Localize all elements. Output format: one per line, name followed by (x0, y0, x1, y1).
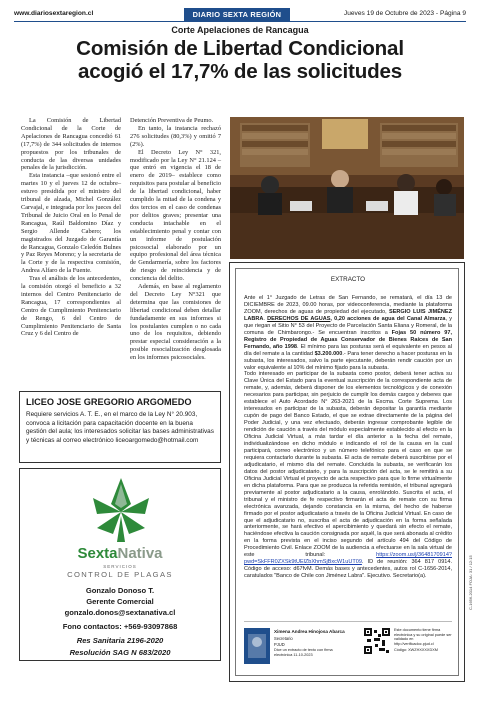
site-url[interactable]: www.diariosextaregion.cl (14, 10, 94, 17)
side-margin-code: C-1656-2014 FOJA: 31 / 12:15 (468, 555, 473, 610)
paragraph: Además, en base al reglamento del Decreto Ley N°321 que determina que las comisiones de libertad condicional deben detallar fundadamente en sus informes si los postulantes cumplen o no cada uno de los requisitos, debiendo prestar especial consideración a la posible resocialización desglosada en los informes psicosociales. (130, 283, 221, 362)
article-column-2 (130, 117, 221, 362)
headline-line-1: Comisión de Libertad Condicional (76, 37, 404, 60)
sextanativa-logo-icon (67, 474, 175, 544)
extracto-text-bold: SERGIO LUIS JIMÉNEZ LABRA (244, 308, 452, 322)
paragraph: Detención Preventiva de Peumo. (130, 117, 214, 124)
extracto-text: . El mínimo para las posturas será el equivalente en pesos al día del remate a la cantidad (244, 343, 452, 357)
ad-liceo-title: LICEO JOSE GREGORIO ARGOMEDO (26, 397, 192, 407)
extracto-text: .- Para tener derecho a hacer posturas en la subasta, los interesados, salvo la parte ejecutante, deberán rendir caución por un valor equivalente al 10% del mínimo fijado para la subasta. (244, 350, 452, 371)
photo-courtroom-image (230, 117, 464, 259)
article-column-1 (21, 117, 121, 338)
pjud-seal-icon (244, 628, 270, 664)
verification-note: Este documento tiene firma electrónica y su original puede ser validado en http://verificadoc.pjud.cl (394, 628, 452, 646)
signature-block (244, 621, 452, 673)
section-band: DIARIO SEXTA REGIÓN (184, 8, 290, 21)
brand-tag-small: SERVICIOS (103, 564, 137, 569)
paragraph: Esta instancia –que sesionó entre el martes 10 y el jueves 12 de octubre– estuvo presidida por el ministro del tribunal de alzada, Michel González Carvajal, e integrada por los jueces del Tribunal de Juicio Oral en lo Penal de Rancagua, Raúl Baldomino Díaz y Sergio Allende Cabero; los magistrados del Juzgado de Garantía de Rancagua, Gonzalo Celedón Bulnes y Paz Reyes Moreno; y la secretaria de la Corte y de la respectiva comisión, Andrea Alfaro de la Fuente. (21, 172, 121, 275)
extracto-text: . (263, 315, 268, 322)
ad-liceo-body: Requiere servicios A. T. E., en el marco de la Ley N° 20.903, convoca a licitación para capacitación docente en la buena gestión del aula; los interesados solicitar las bases administrativas y técnicas al correo electrónico liceoargomedo@hotmail.com (26, 411, 214, 444)
brand-tag: CONTROL DE PLAGAS (67, 570, 173, 579)
extracto-text: Todo interesado en participar de la subasta como postor, deberá tener activa su Clave Única del Estado para la eventual suscripción de la correspondiente acta de remate, y, además, deberá disponer de los elementos tecnológicos y de conexión necesarios para participar, sin perjuicio de cumplir los demás cargos y deberes que establece el Auto Acordado N° 263-2021 de la Excma. Corte Suprema. Los interesados en participar de la subasta, deberán depositar la garantía mediante cupón de pago del Banco Estado, el que se extrae directamente de la página del Poder Judicial, y una vez efectuado, deberán ingresar comprobante legible de rendición de caución a través del módulo especialmente establecido al efecto en la Oficina Judicial Virtual, a más tardar el día anterior a la fecha del remate, individualizándose en dicho módulo e indicando el rol de la causa en la cual participará, correo electrónico y un número telefónico para el caso en que se requiera contactarlo durante la subasta. El acta de remate deberá suscribirse por el adjudicatario, el mismo día del remate. Concluida la subasta, se verificarán los datos del postor adjudicatario, y para la suscripción del acta, se le remitirá a su Oficina Judicial Virtual el proyecto de acta respectivo para que lo firme virtualmente en dicha plataforma. Para que se produzca la referida remisión, el tribunal agregará previamente al postor adjudicatario a la causa, enrolándolo. Suscrita el acta, el tribunal y el ministro de fe respectivo firmarán el acta de remate con su firma electrónica avanzada, dejando constancia en la misma, del hecho de haberse firmado por el postor adjudicatario a través de la Oficina Judicial Virtual. En caso de que el adjudicatario no, suscriba el acta de adjudicación en la forma señalada anteriormente, se hará efectivo el apercibimiento y quedará sin efecto el remate, haciéndose efectiva la caución consignada por aquél, la que será abonada al crédito en la forma prevista en el inciso segundo del artículo 494 del Código de Procedimiento Civil. Enlace ZOOM de la audiencia a efectuarse en la sala virtual de este tribunal: (244, 371, 452, 559)
signer-org: PJUD (274, 642, 285, 647)
extracto-text-bold: $3.200.000 (314, 350, 343, 357)
paragraph: Tras el análisis de los antecedentes, la comisión otorgó el beneficio a 32 internos del Centro Penitenciario de Rancagua, 17 correspondientes al Centro de Cumplimiento Penitenciario de Rengo, 6 del Centro de Cumplimiento Penitenciario de Santa Cruz y 6 del Centro de (21, 275, 121, 338)
extracto-inner-frame (235, 268, 459, 676)
extracto-body (244, 295, 452, 580)
paragraph: El Decreto Ley N° 321, modificado por la Ley N° 21.124 –que entró en vigencia el 18 de enero de 2019– establece como requisitos para postular al beneficio de la libertad condicional, haber cumplido la mitad de la condena y dos tercios en el caso de condenas por delitos graves; presentar una conducta intachable en el establecimiento penal y contar con un informe de postulación psicosocial elaborado por un equipo profesional del área técnica de Gendarmería, sobre los factores de riesgo de reincidencia y de conciencia del delito. (130, 148, 221, 283)
extracto-text: . ID de reunión: 364 817 0914. Código de acceso: d67fvM. Demás bases y antecedentes, autos rol C-1656-2014, caratulados "Banco de Chile con Jiménez Labra". Ejecutivo. Secretario(a). (244, 559, 452, 580)
extracto-text-bold: DERECHOS DE AGUAS (267, 315, 331, 322)
res-sanitaria: Res Sanitaria 2196-2020 (76, 636, 164, 645)
article-kicker: Corte Apelaciones de Rancagua (171, 25, 309, 35)
brand-part-a: Sexta (77, 545, 118, 562)
res-sag: Resolución SAG N 683/2020 (69, 648, 171, 657)
extracto-text-bold: Fojas 50 número 97, Registro de Propiedad de Aguas Conservador de Bienes Raíces de San Fernando, año 1998 (244, 329, 452, 350)
contact-role: Gerente Comercial (86, 597, 154, 606)
contact-phones: Fono contactos: +569-93097868 (62, 622, 178, 631)
extracto-text-bold: , 0,20 acciones de agua del Canal Almarza (330, 315, 446, 322)
page-header (14, 8, 466, 22)
ad-sextanativa (19, 468, 221, 661)
qr-code-icon (364, 628, 390, 654)
signer-role: Secretario (274, 636, 293, 641)
verification-code: Código: XWZHXXXXDXM (394, 648, 438, 652)
contact-name: Gonzalo Donoso T. (85, 586, 155, 595)
paragraph: En tanto, la instancia rechazó 276 solicitudes (80,3%) y omitió 7 (2%). (130, 124, 221, 148)
brand-part-b: Nativa (117, 545, 163, 562)
headline-line-2: acogió el 17,7% de las solicitudes (78, 60, 402, 83)
extracto-text: , y que riegan el Sitio N° 53 del Proyecto de Parcelación Santa Eliana y Romeral, de la comuna de Chimbarongo.- Se encuentran inscritos a (244, 315, 453, 336)
sextanativa-brand (20, 545, 220, 562)
extracto-title: EXTRACTO (330, 276, 366, 283)
signer-name: Ximena Andrea Hinojosa Abarca (274, 629, 345, 634)
contact-email[interactable]: gonzalo.donos@sextanativa.cl (64, 608, 176, 617)
paragraph: La Comisión de Libertad Condicional de la Corte de Apelaciones de Rancagua concedió 61 (17,7%) de 344 solicitudes de internos propuestos por los tribunales de conducta de las diversas unidades penales de la jurisdicción. (21, 117, 121, 172)
date-page: Jueves 19 de Octubre de 2023 - Página 9 (343, 10, 466, 17)
extracto-text: Ante el 1° Juzgado de Letras de San Fernando, se rematará, el día 13 de DICIEMBRE de 2023, 09.00 horas, por videoconferencia, mediante la plataforma ZOOM, derechos de aguas de propiedad del ejecutado, (244, 295, 452, 315)
ad-liceo (19, 391, 221, 463)
legal-notice-extracto (229, 262, 465, 682)
zoom-link[interactable]: https://zoom.us/j/3648170914?pwd=SkFFR0ZXSk9tUElZbXhmSjBxcW1uUT09 (244, 552, 452, 566)
article-photo (230, 117, 464, 259)
signer-note: Dice un extracto de texto con firma electrónica 11-10-2023 (274, 648, 333, 657)
article-headline (16, 37, 464, 83)
header-rule (14, 21, 466, 22)
